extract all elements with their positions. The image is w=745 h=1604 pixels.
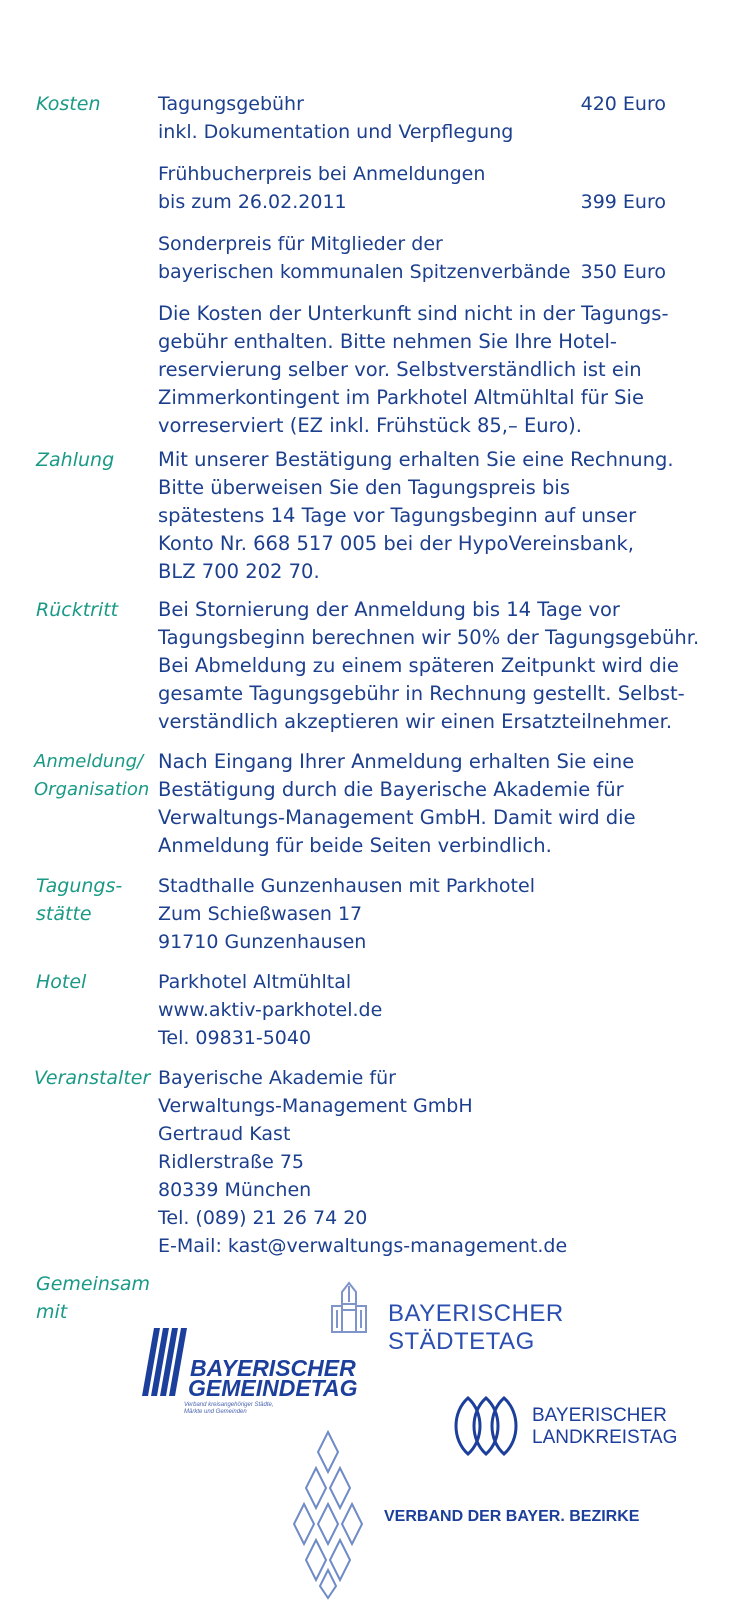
gemeindetag-line1: BAYERISCHER (190, 1355, 356, 1381)
text-line: Konto Nr. 668 517 005 bei der HypoVereinsbank, (158, 532, 634, 555)
cost-item (158, 230, 718, 286)
cost-item (158, 90, 718, 146)
gemeindetag-sub2: Märkte und Gemeinden (184, 1409, 247, 1415)
text-line: Bestätigung durch die Bayerische Akademie für (158, 778, 624, 801)
cost-price: 399 Euro (580, 191, 666, 213)
logo-bezirke (286, 1428, 706, 1600)
text-line: gesamte Tagungsgebühr in Rechnung gestellt. Selbst- (158, 682, 685, 705)
text-line: Bei Stornierung der Anmeldung bis 14 Tage vor (158, 598, 620, 621)
gemeindetag-line2: GEMEINDETAG (188, 1375, 358, 1401)
label-gemeinsam: Gemeinsam mit (36, 1273, 150, 1323)
text-line: Mit unserer Bestätigung erhalten Sie eine Rechnung. (158, 448, 674, 471)
gemeindetag-sub1: Verband kreisangehöriger Städte, (184, 1402, 274, 1408)
text-line: Ridlerstraße 75 (158, 1151, 304, 1173)
note-line: Die Kosten der Unterkunft sind nicht in der Tagungs- (158, 302, 669, 325)
label-veranstalter: Veranstalter (34, 1067, 151, 1089)
text-line: www.aktiv-parkhotel.de (158, 999, 383, 1021)
text-line: Tagungsbeginn berechnen wir 50% der Tagungsgebühr. (158, 626, 700, 649)
text-line: Verwaltungs-Management GmbH. Damit wird die (158, 806, 636, 829)
cost-item-line: inkl. Dokumentation und Verpflegung (158, 121, 514, 143)
logo-staedtetag (326, 1280, 706, 1355)
label-zahlung: Zahlung (36, 449, 115, 471)
cost-item-line: Tagungsgebühr (158, 93, 304, 115)
logo-staedtetag-text: BAYERISCHER STÄDTETAG (388, 1300, 564, 1355)
text-line: Parkhotel Altmühltal (158, 971, 352, 993)
text-line: Nach Eingang Ihrer Anmeldung erhalten Sie eine (158, 750, 635, 773)
text-line: Tel. 09831-5040 (158, 1027, 312, 1049)
label-tagungsstaette: Tagungs- stätte (36, 875, 123, 925)
landkreistag-line1: BAYERISCHER (532, 1405, 667, 1426)
note-line: vorreserviert (EZ inkl. Frühstück 85,– Euro). (158, 414, 582, 437)
label-anmeldung: Anmeldung/ Organisation (34, 751, 150, 800)
text-line: Verwaltungs-Management GmbH (158, 1095, 473, 1117)
cost-item (158, 160, 718, 216)
note-line: gebühr enthalten. Bitte nehmen Sie Ihre Hotel- (158, 330, 617, 353)
label-kosten: Kosten (36, 93, 101, 115)
text-line: Anmeldung für beide Seiten verbindlich. (158, 834, 552, 857)
note-line: reservierung selber vor. Selbstverständlich ist ein (158, 358, 642, 381)
text-line: Zum Schießwasen 17 (158, 903, 363, 925)
bezirke-text: VERBAND DER BAYER. BEZIRKE (384, 1508, 640, 1525)
text-line: Stadthalle Gunzenhausen mit Parkhotel (158, 875, 535, 897)
cost-note (158, 300, 718, 440)
text-line: 91710 Gunzenhausen (158, 931, 367, 953)
text-line: 80339 München (158, 1179, 312, 1201)
text-line: E-Mail: kast@verwaltungs-management.de (158, 1235, 568, 1257)
note-line: Zimmerkontingent im Parkhotel Altmühltal für Sie (158, 386, 644, 409)
text-line: spätestens 14 Tage vor Tagungsbeginn auf unser (158, 504, 637, 527)
landkreistag-line2: LANDKREISTAG (532, 1427, 678, 1448)
bezirke-diamond-icon (286, 1428, 370, 1600)
label-hotel: Hotel (36, 971, 87, 993)
text-line: Gertraud Kast (158, 1123, 291, 1145)
text-line: Bei Abmeldung zu einem späteren Zeitpunkt wird die (158, 654, 679, 677)
cost-item-line: bayerischen kommunalen Spitzenverbände (158, 261, 571, 283)
cost-item-line: bis zum 26.02.2011 (158, 191, 347, 213)
label-ruecktritt: Rücktritt (36, 599, 119, 621)
cost-item-line: Frühbucherpreis bei Anmeldungen (158, 163, 486, 185)
text-line: BLZ 700 202 70. (158, 560, 320, 583)
text-line: Bayerische Akademie für (158, 1067, 396, 1089)
cost-price: 420 Euro (580, 93, 666, 115)
text-line: Bitte überweisen Sie den Tagungspreis bis (158, 476, 570, 499)
text-line: verständlich akzeptieren wir einen Ersatzteilnehmer. (158, 710, 673, 733)
cost-item-line: Sonderpreis für Mitglieder der (158, 233, 443, 255)
text-line: Tel. (089) 21 26 74 20 (158, 1207, 368, 1229)
cost-price: 350 Euro (580, 261, 666, 283)
logo-gemeindetag (140, 1328, 360, 1418)
